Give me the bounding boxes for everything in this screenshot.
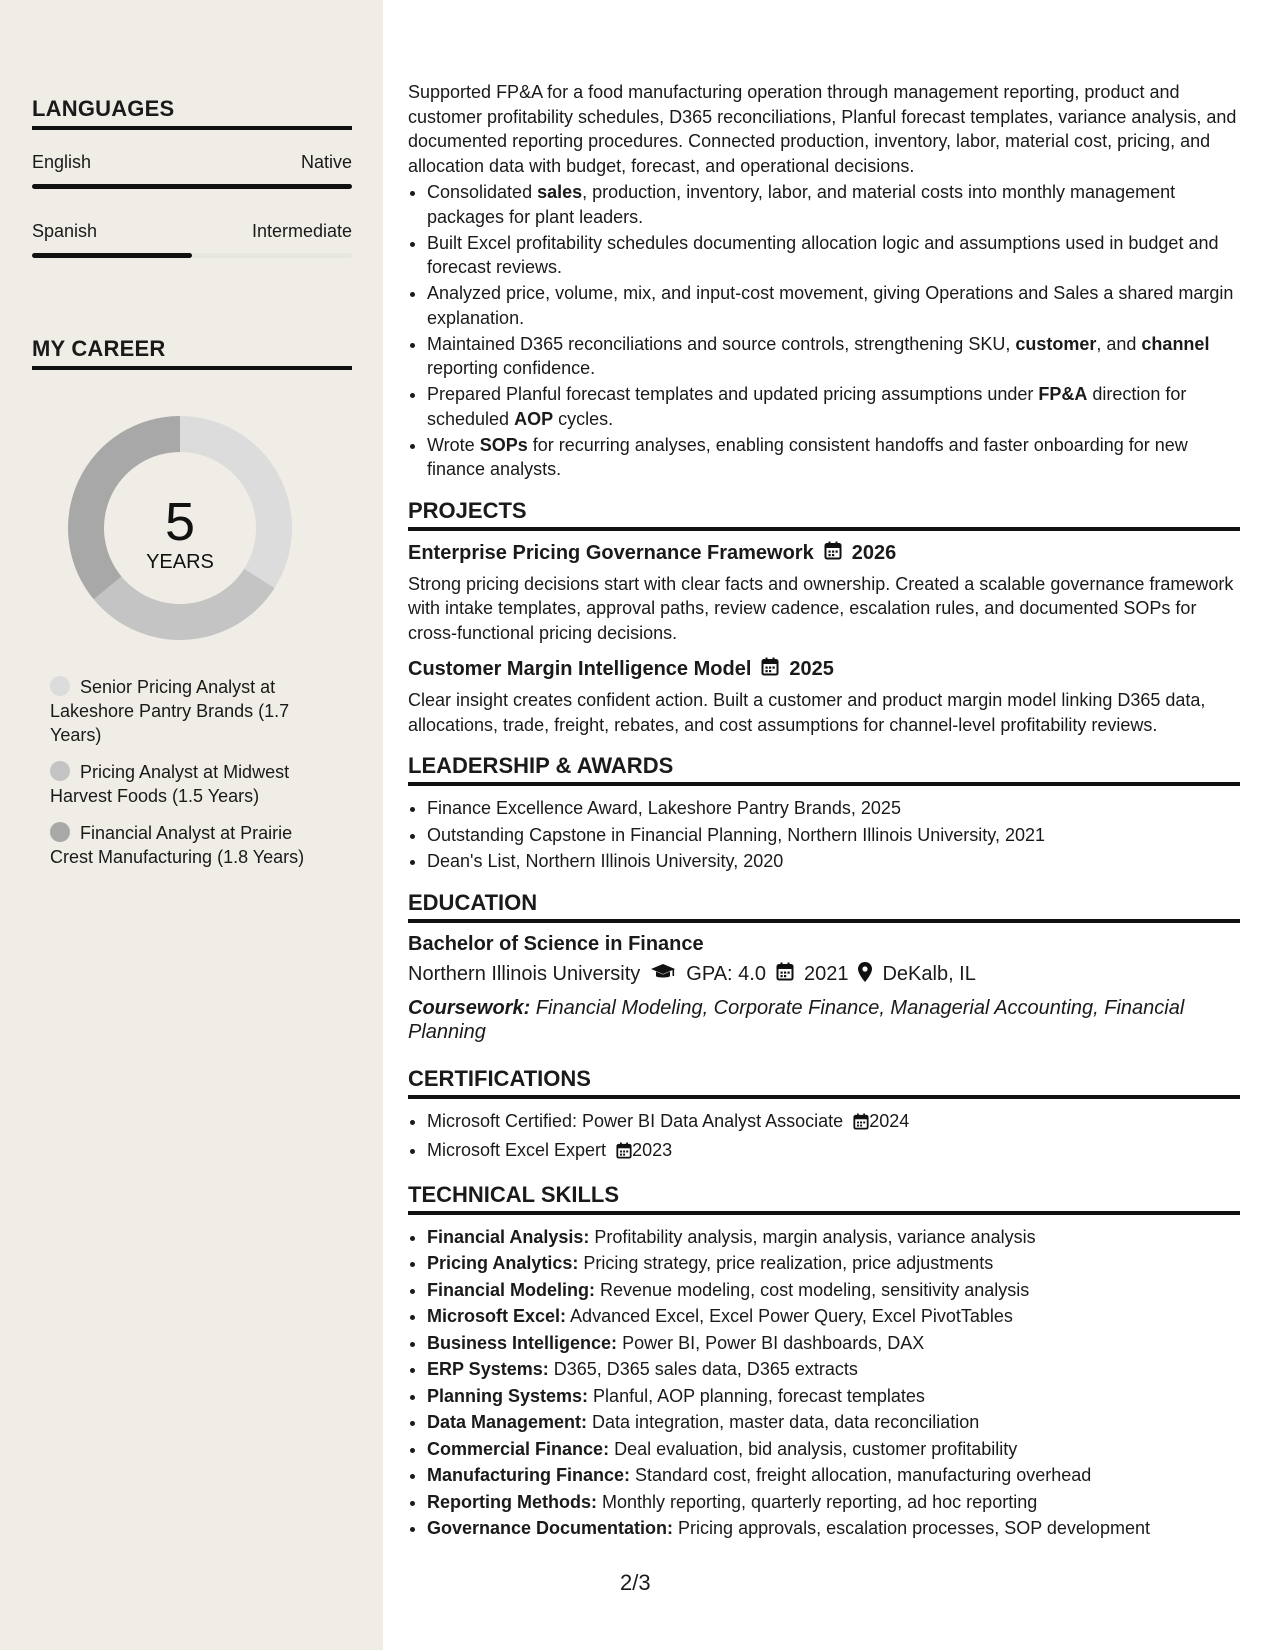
role-color-dot xyxy=(50,822,70,842)
experience-summary: Supported FP&A for a food manufacturing operation through management reporting, product and customer profitability schedules, D365 reconciliations, Planful forecast templates, variance analysis, and documented reporting procedures. Connected production, inventory, labor, material cost, pricing, and allocation data with budget, forecast, and operational decisions. xyxy=(408,82,1237,176)
skills-heading: TECHNICAL SKILLS xyxy=(408,1182,1240,1215)
skill-category: Pricing Analytics: xyxy=(427,1253,579,1273)
skill-values: Advanced Excel, Excel Power Query, Excel PivotTables xyxy=(566,1306,1013,1326)
skill-category: Microsoft Excel: xyxy=(427,1306,567,1326)
career-role-item xyxy=(50,821,340,869)
career-role-item xyxy=(50,760,340,808)
experience-bullet: • Prepared Planful forecast templates and updated pricing assumptions under FP&A direction for scheduled AOP cycles. xyxy=(427,382,1240,431)
skill-values: Pricing strategy, price realization, price adjustments xyxy=(578,1253,994,1273)
project-name: Enterprise Pricing Governance Framework xyxy=(408,541,814,564)
skill-item xyxy=(427,1384,1240,1409)
certification-list xyxy=(408,1109,1240,1166)
language-bar-fill xyxy=(32,253,192,258)
calendar-icon xyxy=(776,962,794,987)
role-color-dot xyxy=(50,761,70,781)
skill-category: Financial Analysis: xyxy=(427,1226,590,1247)
languages-heading: LANGUAGES xyxy=(32,96,352,130)
project-description: Clear insight creates confident action. Built a customer and product margin model linking D365 data, allocations, trade, freight, rebates, and cost assumptions for channel-level profitability reviews. xyxy=(408,690,1206,735)
project-description: Strong pricing decisions start with clear facts and ownership. Created a scalable governance framework with intake templates, approval paths, review cadence, escalation rules, and documented SOPs for cross-functional pricing decisions. xyxy=(408,573,1234,643)
experience-bullet: • Maintained D365 reconciliations and source controls, strengthening SKU, customer, and channel reporting confidence. xyxy=(427,332,1240,381)
skill-category: Reporting Methods: xyxy=(427,1491,597,1512)
skill-values: Pricing approvals, escalation processes, SOP development xyxy=(673,1518,1150,1538)
language-level: Intermediate xyxy=(251,221,352,241)
certification-name: Microsoft Excel Expert xyxy=(427,1140,607,1160)
skill-item xyxy=(427,1410,1240,1435)
project-name: Customer Margin Intelligence Model xyxy=(408,658,752,680)
language-bar-spanish xyxy=(32,253,352,258)
certification-year: 2023 xyxy=(632,1140,673,1160)
certification-name: Microsoft Certified: Power BI Data Analyst Associate xyxy=(427,1110,844,1131)
career-role-list xyxy=(50,675,340,882)
coursework xyxy=(408,996,1240,1044)
skill-item xyxy=(427,1331,1240,1356)
skill-values: Revenue modeling, cost modeling, sensitivity analysis xyxy=(595,1279,1030,1300)
education-details xyxy=(408,962,1240,988)
language-bar-english xyxy=(32,184,352,189)
skill-values: Data integration, master data, data reconciliation xyxy=(587,1412,980,1432)
skill-category: Business Intelligence: xyxy=(427,1332,618,1353)
language-name: Spanish xyxy=(32,221,98,241)
award-item: • Outstanding Capstone in Financial Planning, Northern Illinois University, 2021 xyxy=(427,823,1240,848)
skill-category: Commercial Finance: xyxy=(427,1438,610,1459)
role-text: Senior Pricing Analyst at Lakeshore Pantry Brands (1.7 Years) xyxy=(50,677,290,745)
language-level: Native xyxy=(300,152,352,172)
coursework-list: Financial Modeling, Corporate Finance, Managerial Accounting, Financial Planning xyxy=(408,996,1185,1043)
language-name: English xyxy=(32,152,92,172)
experience-bullet: • Wrote SOPs for recurring analyses, enabling consistent handoffs and faster onboarding for new finance analysts. xyxy=(427,433,1240,482)
certification-item xyxy=(427,1109,1240,1137)
role-color-dot xyxy=(50,676,70,696)
skill-values: D365, D365 sales data, D365 extracts xyxy=(548,1359,858,1379)
skills-list xyxy=(408,1225,1240,1541)
projects-heading: PROJECTS xyxy=(408,498,1240,531)
skill-category: ERP Systems: xyxy=(427,1359,549,1379)
skill-values: Planful, AOP planning, forecast templates xyxy=(588,1385,925,1406)
school-location: DeKalb, IL xyxy=(882,963,976,985)
skill-category: Planning Systems: xyxy=(427,1385,589,1406)
graduation-cap-icon xyxy=(650,963,676,987)
calendar-icon xyxy=(761,657,779,682)
calendar-icon xyxy=(616,1141,632,1166)
project-title xyxy=(408,541,1240,566)
gpa: GPA: 4.0 xyxy=(686,963,766,985)
role-text: Financial Analyst at Prairie Crest Manufacturing (1.8 Years) xyxy=(50,823,305,867)
skill-item xyxy=(427,1490,1240,1515)
skill-values: Standard cost, freight allocation, manufacturing overhead xyxy=(630,1465,1092,1485)
school-name: Northern Illinois University xyxy=(408,963,641,985)
career-donut-chart xyxy=(60,408,300,648)
certification-year: 2024 xyxy=(869,1110,910,1131)
experience-bullet-list xyxy=(408,180,1240,482)
skill-item xyxy=(427,1357,1240,1382)
language-row-english xyxy=(32,152,352,173)
language-row-spanish xyxy=(32,221,352,242)
education-heading: EDUCATION xyxy=(408,890,1240,923)
award-item: • Finance Excellence Award, Lakeshore Pantry Brands, 2025 xyxy=(427,796,1240,821)
calendar-icon xyxy=(824,541,842,566)
language-bar-fill xyxy=(32,184,352,189)
experience-bullet: • Built Excel profitability schedules documenting allocation logic and assumptions used in budget and forecast reviews. xyxy=(427,231,1240,280)
project-year: 2025 xyxy=(789,658,834,680)
page-number: 2/3 xyxy=(620,1570,651,1595)
calendar-icon xyxy=(853,1112,869,1137)
main-content xyxy=(408,80,1240,1543)
experience-bullet: • Consolidated sales, production, inventory, labor, and material costs into monthly management packages for plant leaders. xyxy=(427,180,1240,229)
skill-values: Monthly reporting, quarterly reporting, ad hoc reporting xyxy=(596,1491,1038,1512)
role-text: Pricing Analyst at Midwest Harvest Foods (1.5 Years) xyxy=(50,762,290,806)
career-total-unit: YEARS xyxy=(146,551,214,573)
career-total-value: 5 xyxy=(164,492,196,552)
skill-values: Deal evaluation, bid analysis, customer profitability xyxy=(609,1438,1018,1459)
project-year: 2026 xyxy=(851,541,897,564)
sidebar xyxy=(0,0,383,1650)
skill-category: Financial Modeling: xyxy=(427,1279,596,1300)
location-pin-icon xyxy=(858,962,872,988)
skill-category: Manufacturing Finance: xyxy=(427,1465,631,1485)
skill-item xyxy=(427,1463,1240,1488)
award-item: • Dean's List, Northern Illinois University, 2020 xyxy=(427,849,1240,874)
skill-item xyxy=(427,1304,1240,1329)
career-role-item xyxy=(50,675,340,747)
career-heading: MY CAREER xyxy=(32,336,352,370)
leadership-heading: LEADERSHIP & AWARDS xyxy=(408,753,1240,786)
skill-values: Power BI, Power BI dashboards, DAX xyxy=(617,1332,925,1353)
leadership-list xyxy=(408,796,1240,874)
skill-item xyxy=(427,1516,1240,1541)
certifications-heading: CERTIFICATIONS xyxy=(408,1066,1240,1099)
skill-item xyxy=(427,1437,1240,1462)
experience-bullet: • Analyzed price, volume, mix, and input-cost movement, giving Operations and Sales a shared margin explanation. xyxy=(427,281,1240,330)
skill-category: Governance Documentation: xyxy=(427,1518,674,1538)
project-title xyxy=(408,657,1240,682)
skill-category: Data Management: xyxy=(427,1412,588,1432)
graduation-year: 2021 xyxy=(803,963,849,985)
skill-item xyxy=(427,1278,1240,1303)
certification-item xyxy=(427,1138,1240,1166)
skill-values: Profitability analysis, margin analysis, variance analysis xyxy=(589,1226,1036,1247)
skill-item xyxy=(427,1225,1240,1250)
donut-segment-2 xyxy=(94,569,275,640)
coursework-label: Coursework: xyxy=(408,996,531,1019)
degree-name: Bachelor of Science in Finance xyxy=(408,932,704,955)
skill-item xyxy=(427,1251,1240,1276)
